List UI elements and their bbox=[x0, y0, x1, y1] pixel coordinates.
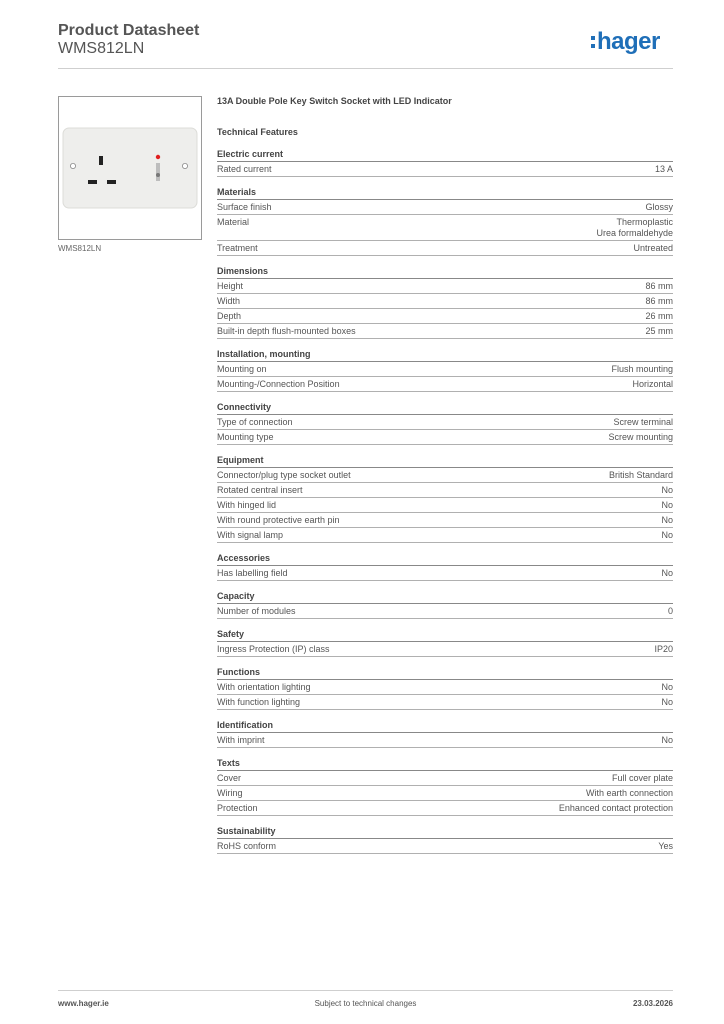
hager-logo bbox=[591, 26, 673, 56]
feature-value: With earth connection bbox=[585, 788, 673, 798]
feature-label: Wiring bbox=[217, 788, 243, 798]
technical-features bbox=[217, 96, 673, 854]
feature-label: Width bbox=[217, 296, 241, 306]
product-image bbox=[58, 96, 202, 240]
feature-label: Mounting-/Connection Position bbox=[217, 379, 340, 389]
group-title: Materials bbox=[217, 187, 673, 200]
feature-value: No bbox=[661, 500, 673, 510]
feature-row bbox=[217, 801, 673, 816]
feature-label: With function lighting bbox=[217, 697, 301, 707]
feature-row bbox=[217, 839, 673, 854]
feature-label: Height bbox=[217, 281, 244, 291]
feature-value: 0 bbox=[667, 606, 673, 616]
feature-row bbox=[217, 786, 673, 801]
feature-label: Rated current bbox=[217, 164, 272, 174]
feature-row bbox=[217, 415, 673, 430]
feature-row bbox=[217, 771, 673, 786]
document-title: Product Datasheet bbox=[58, 22, 200, 39]
group-title: Installation, mounting bbox=[217, 349, 673, 362]
feature-value: Enhanced contact protection bbox=[558, 803, 673, 813]
feature-label: Rotated central insert bbox=[217, 485, 303, 495]
feature-row bbox=[217, 513, 673, 528]
feature-value: No bbox=[661, 515, 673, 525]
feature-label: Depth bbox=[217, 311, 242, 321]
feature-label: Cover bbox=[217, 773, 242, 783]
feature-row bbox=[217, 279, 673, 294]
feature-label: With signal lamp bbox=[217, 530, 284, 540]
feature-value: Glossy bbox=[645, 202, 673, 212]
feature-value: Yes bbox=[658, 841, 673, 851]
feature-label: Mounting type bbox=[217, 432, 274, 442]
feature-value: 26 mm bbox=[645, 311, 673, 321]
feature-value: No bbox=[661, 568, 673, 578]
group-title: Capacity bbox=[217, 591, 673, 604]
feature-label: With imprint bbox=[217, 735, 265, 745]
feature-label: Treatment bbox=[217, 243, 258, 253]
logo-text: hager bbox=[597, 28, 660, 55]
feature-value: No bbox=[661, 697, 673, 707]
feature-row bbox=[217, 566, 673, 581]
group-title: Safety bbox=[217, 629, 673, 642]
feature-row bbox=[217, 695, 673, 710]
feature-row bbox=[217, 215, 673, 241]
feature-label: Mounting on bbox=[217, 364, 267, 374]
feature-value: 13 A bbox=[654, 164, 673, 174]
feature-row bbox=[217, 528, 673, 543]
footer-note: Subject to technical changes bbox=[314, 999, 417, 1008]
feature-label: Type of connection bbox=[217, 417, 293, 427]
feature-label: With round protective earth pin bbox=[217, 515, 340, 525]
feature-groups bbox=[217, 149, 673, 854]
feature-label: Protection bbox=[217, 803, 258, 813]
feature-label: Has labelling field bbox=[217, 568, 288, 578]
feature-row bbox=[217, 642, 673, 657]
footer-date: 23.03.2026 bbox=[632, 999, 673, 1008]
feature-label: Ingress Protection (IP) class bbox=[217, 644, 330, 654]
section-label: Technical Features bbox=[217, 127, 298, 137]
product-code: WMS812LN bbox=[58, 40, 145, 57]
group-title: Dimensions bbox=[217, 266, 673, 279]
feature-row bbox=[217, 377, 673, 392]
feature-value: 86 mm bbox=[645, 296, 673, 306]
group-title: Identification bbox=[217, 720, 673, 733]
feature-row bbox=[217, 604, 673, 619]
feature-label: With hinged lid bbox=[217, 500, 277, 510]
feature-row bbox=[217, 324, 673, 339]
feature-value: Thermoplastic Urea formaldehyde bbox=[596, 217, 673, 238]
group-title: Sustainability bbox=[217, 826, 673, 839]
feature-row bbox=[217, 430, 673, 445]
group-title: Texts bbox=[217, 758, 673, 771]
feature-row bbox=[217, 241, 673, 256]
feature-value: 86 mm bbox=[645, 281, 673, 291]
feature-row bbox=[217, 680, 673, 695]
feature-row bbox=[217, 362, 673, 377]
group-title: Equipment bbox=[217, 455, 673, 468]
feature-value: Horizontal bbox=[632, 379, 673, 389]
feature-value: 25 mm bbox=[645, 326, 673, 336]
feature-value: British Standard bbox=[608, 470, 673, 480]
page-header bbox=[58, 20, 673, 69]
footer-website[interactable]: www.hager.ie bbox=[58, 999, 109, 1008]
feature-value: No bbox=[661, 682, 673, 692]
feature-value: No bbox=[661, 530, 673, 540]
socket-illustration bbox=[59, 97, 201, 239]
group-title: Accessories bbox=[217, 553, 673, 566]
feature-row bbox=[217, 200, 673, 215]
feature-row bbox=[217, 483, 673, 498]
feature-value: Screw terminal bbox=[613, 417, 673, 427]
feature-label: Built-in depth flush-mounted boxes bbox=[217, 326, 356, 336]
feature-value: No bbox=[661, 485, 673, 495]
feature-value: Full cover plate bbox=[611, 773, 673, 783]
feature-row bbox=[217, 733, 673, 748]
feature-label: Number of modules bbox=[217, 606, 296, 616]
feature-label: Surface finish bbox=[217, 202, 272, 212]
feature-label: With orientation lighting bbox=[217, 682, 311, 692]
feature-value: Untreated bbox=[633, 243, 673, 253]
feature-label: Material bbox=[217, 217, 250, 227]
image-caption: WMS812LN bbox=[58, 244, 102, 253]
feature-row bbox=[217, 294, 673, 309]
feature-value: Screw mounting bbox=[608, 432, 673, 442]
feature-value: IP20 bbox=[654, 644, 673, 654]
group-title: Electric current bbox=[217, 149, 673, 162]
group-title: Functions bbox=[217, 667, 673, 680]
feature-row bbox=[217, 498, 673, 513]
page-footer bbox=[58, 990, 673, 1015]
feature-label: Connector/plug type socket outlet bbox=[217, 470, 351, 480]
feature-label: RoHS conform bbox=[217, 841, 277, 851]
group-title: Connectivity bbox=[217, 402, 673, 415]
product-name: 13A Double Pole Key Switch Socket with LED Indicator bbox=[217, 96, 452, 106]
feature-row bbox=[217, 468, 673, 483]
feature-value: Flush mounting bbox=[611, 364, 673, 374]
feature-value: No bbox=[661, 735, 673, 745]
feature-row bbox=[217, 162, 673, 177]
feature-row bbox=[217, 309, 673, 324]
